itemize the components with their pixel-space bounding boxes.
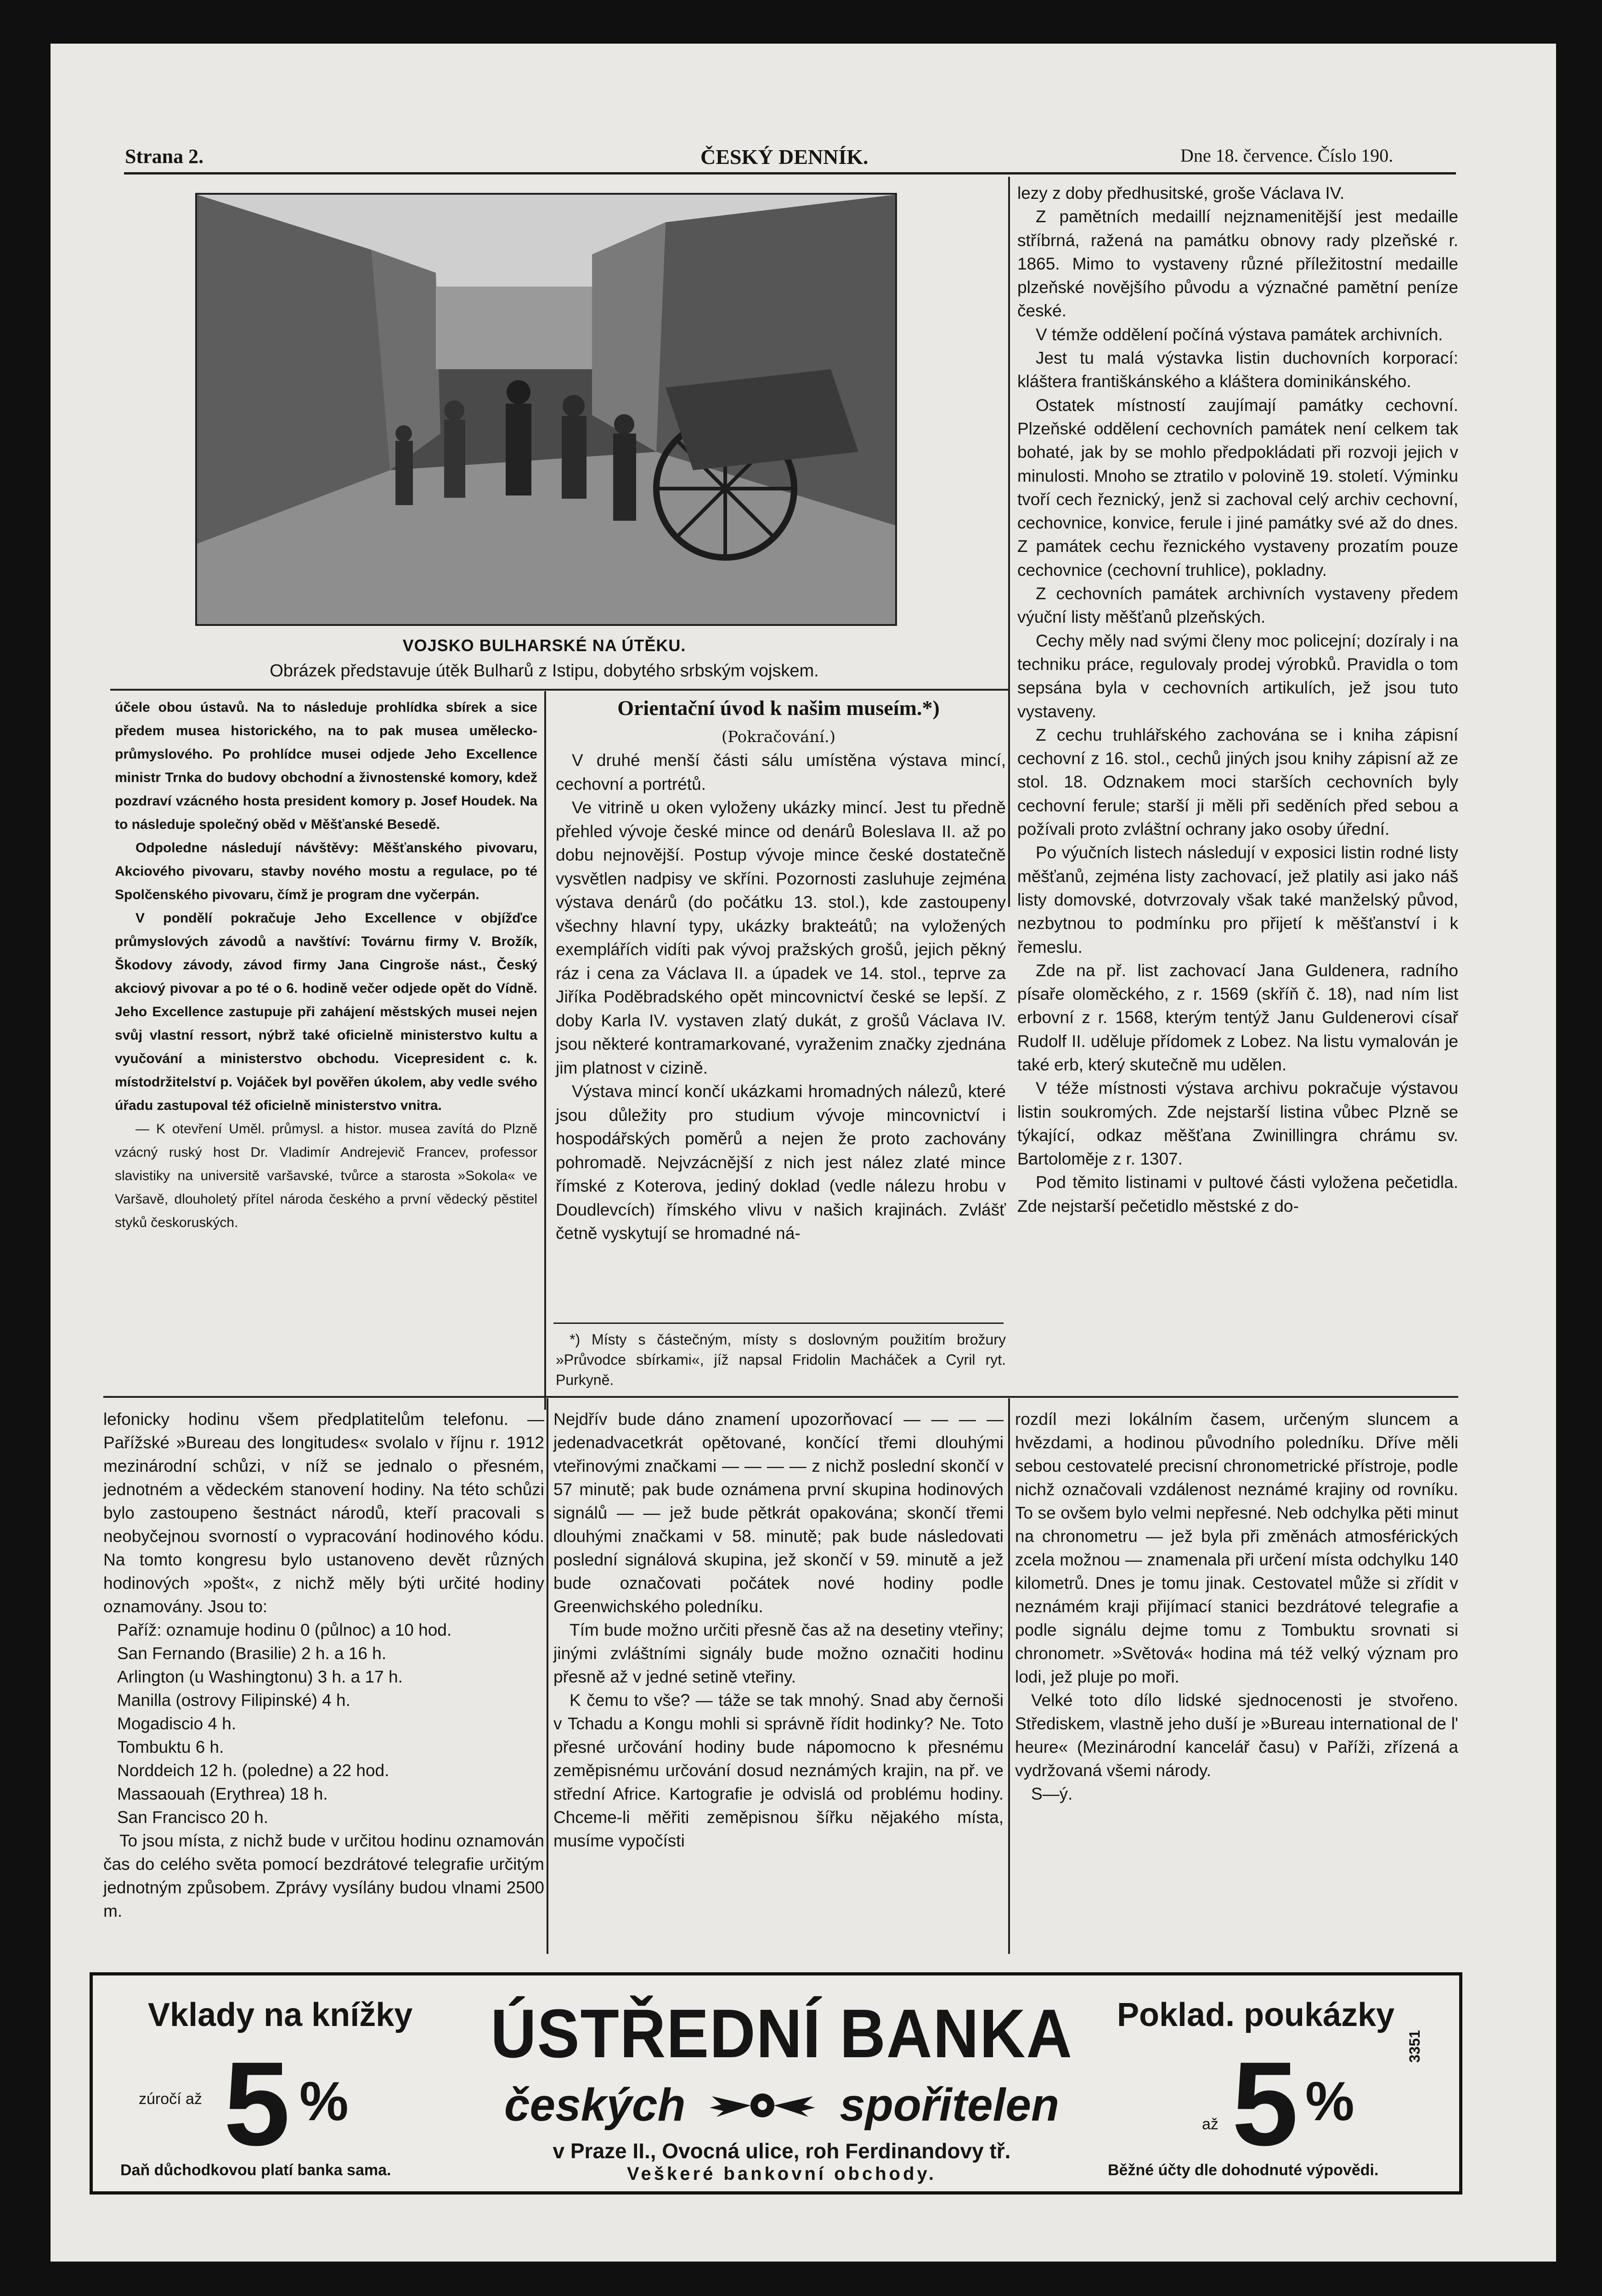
- station-item: Tombuktu 6 h.: [117, 1738, 224, 1756]
- ad-left-title: Vklady na knížky: [148, 1997, 413, 2033]
- issue-date: Dne 18. července. Číslo 190.: [1180, 145, 1393, 166]
- article-paragraph: V druhé menší části sálu umístěna výstava mincí, cechovní a portrétů.: [556, 751, 1006, 793]
- time-signal-article-part2: [553, 1407, 1004, 1852]
- bank-advertisement: [90, 1972, 1462, 2195]
- photo-bottom-rule: [110, 689, 1008, 691]
- station-item: Paříž: oznamuje hodinu 0 (půlnoc) a 10 hod.: [117, 1621, 452, 1639]
- ad-right-note: Běžné účty dle dohodnuté výpovědi.: [1108, 2161, 1379, 2179]
- photo-caption-text: Obrázek představuje útěk Bulharů z Istipu, dobytého srbským vojskem.: [270, 661, 819, 681]
- photo-illustration: [197, 195, 895, 624]
- news-paragraph: — K otevření Uměl. průmysl. a histor. musea zavítá do Plzně vzácný ruský host Dr. Vladimír Andrejevič Francev, professor slavistiky na universitě varšavské, tvůrce a starosta »Sokola« ve Varšavě, dlouholetý přítel národa českého a první vědecký pěstitel styků českoruských.: [115, 1121, 537, 1230]
- article-paragraph: Tím bude možno určiti přesně čas až na desetiny vteřiny; jinými zvláštními signály bude možno označiti hodinu přesně až v jedné setině vteřiny.: [553, 1621, 1004, 1686]
- page-number: Strana 2.: [125, 145, 204, 168]
- section-rule: [103, 1396, 1458, 1398]
- article-paragraph: Pod těmito listinami v pultové části vyložena pečetidla. Zde nejstarší pečetidlo městské z do-: [1017, 1173, 1458, 1216]
- station-item: San Fernando (Brasilie) 2 h. a 16 h.: [117, 1644, 387, 1663]
- article-paragraph: Ve vitrině u oken vyloženy ukázky mincí. Jest tu předně přehled vývoje české mince od denárů Boleslava II. až po dobu nejnovější. Postup vývoje mince české dostatečně vysvětlen nadpisy ve skříni. Pozornosti zasluhuje zejména výstava denárů (do počátku 13. stol.), kde zastoupeny všechny hlavní typy, ukázky brakteátů; na vyložených exemplářích vidíti pak vývoj pražských grošů, jejich pěkný ráz i cena za Václava II. a úpadek ve 14. stol., teprve za Jiříka Poděbradského opět mincovnictví české se lepší. Z doby Karla IV. vystaven zlatý dukát, z grošů Václava IV. jsou některé kontramarkované, vyraženim značky zjednána jim platnost v cizině.: [556, 798, 1006, 1077]
- ad-right-percent: %: [1305, 2071, 1354, 2132]
- station-item: Arlington (u Washingtonu) 3 h. a 17 h.: [117, 1667, 403, 1686]
- station-item: San Francisco 20 h.: [117, 1808, 269, 1827]
- ad-left-prefix: zúročí až: [139, 2090, 202, 2108]
- article-paragraph: Velké toto dílo lidské sjednocenosti je stvořeno. Střediskem, vlastně jeho duší je »Bureau international de l' heure« (Mezinárodní kancelář času) v Paříži, zřízená a vydržovaná všemi národy.: [1015, 1691, 1458, 1780]
- article-paragraph: Zde na př. list zachovací Jana Guldenera, radního písaře oloměckého, z r. 1569 (skříň č. 18), nad ním list erbovní z r. 1568, kterým tentýž Janu Guldenerovi císař Rudolf II. uděluje přídomek z Lobez. Na listu vymalován je také erb, který skutečně mu udělen.: [1017, 961, 1458, 1074]
- article-paragraph: V téže místnosti výstava archivu pokračuje výstavou listin soukromých. Zde nejstarší listina vůbec Plzně se týkající, odkaz měšťana Zwinillingra chrámu sv. Bartoloměje z r. 1307.: [1017, 1079, 1458, 1169]
- news-paragraph: Odpoledne následují návštěvy: Měšťanského pivovaru, Akciového pivovaru, stavby nového mostu a regulace, po té Spolčenského pivovaru, čímž je program dne vyčerpán.: [115, 840, 537, 902]
- article-paragraph: Z pamětních medaillí nejznamenitější jest medaille stříbrná, ražená na památku obnovy rady plzeňské r. 1865. Mimo to vystaveny různé příležitostní medaille plzeňské novějšího původu a význačné pamětní peníze české.: [1017, 207, 1458, 321]
- column-rule: [1008, 177, 1010, 907]
- ad-address: v Praze II., Ovocná ulice, roh Ferdinandovy tř.: [553, 2139, 1011, 2163]
- article-paragraph: Nejdřív bude dáno znamení upozorňovací — — — — jedenadvacetkrát opětované, končící třemi dlouhými vteřinovými značkami — — — — z nichž poslední skončí v 57 minutě; pak bude oznámena první skupina hodinových signálů — — jež bude pětkrát opakována; skončí třemi dlouhými značkami v 58. minutě; pak bude následovati poslední signálová skupina, jež skončí v 59. minutě a jež bude označovati počátek nové hodiny podle Greenwichského poledníku.: [553, 1410, 1004, 1616]
- column-rule: [547, 1398, 548, 1954]
- article-paragraph: rozdíl mezi lokálním časem, určeným sluncem a hvězdami, a hodinou původního poledníku. Dříve měli sebou cestovatelé precisní chronometrické přístroje, podle nichž označovali vzdálenost neznámé krajiny od rovníku. To se ovšem bylo velmi nepřesné. Neb odchylka pěti minut na chronometru — jež byla při změnách atmosférických zcela možnou — znamenala při určení místa odchylku 140 kilometrů. Dnes je tomu jinak. Cestovatel může si zřídit v neznámém kraji přijímací stanici bezdrátové telegrafie a podle signálu dejme tomu z Tombuktu srovnati si chronometr. »Světová« hodina má též velký význam pro lodi, jež pluje po moři.: [1015, 1410, 1458, 1686]
- article-footnote: [556, 1329, 1006, 1390]
- ad-bank-sub-right: spořitelen: [840, 2079, 1060, 2131]
- column-rule: [1008, 1398, 1010, 1954]
- article-paragraph: lezy z doby předhusitské, groše Václava IV.: [1017, 184, 1345, 203]
- article-paragraph: To jsou místa, z nichž bude v určitou hodinu oznamován čas do celého světa pomocí bezdrátové telegrafie určitým jednotným způsobem. Zprávy vysílány budou vlnami 2500 m.: [103, 1831, 544, 1920]
- time-signal-article-part3: [1015, 1407, 1458, 1806]
- article-paragraph: Po výučních listech následují v exposici listin rodné listy měšťanů, zejména listy zachovací, jež platily asi jako náš listy domovské, dotvrzovaly však také manželský původ, nezbytnou to podmínku pro přijetí k měšťanství i k řemeslu.: [1017, 843, 1458, 957]
- ad-left-percent: %: [299, 2071, 349, 2132]
- article-paragraph: Výstava mincí končí ukázkami hromadných nálezů, které jsou důležity pro studium vývoje mincovnictví i hospodářských poměrů a nejen že proto zachovány pohromadě. Nejvzácnější z nich jest nález zlaté mince římské z Koterova, jediný doklad (vedle nálezu hrobu v Doudlevcích) římského vlivu v našich krajinách. Zvlášť četně vyskytují se hromadné ná-: [556, 1082, 1006, 1243]
- photo-caption-title: VOJSKO BULHARSKÉ NA ÚTĚKU.: [402, 636, 686, 655]
- article-paragraph: Cechy měly nad svými členy moc policejní; dozíraly i na techniku práce, regulovaly prodej výrobků. Pravidla o tom sepsána byla v cechovních artikulích, jež jsou tuto vystaveny.: [1017, 631, 1458, 721]
- museum-article-body: [556, 748, 1006, 1245]
- news-photo: [195, 193, 897, 626]
- footnote-rule: [553, 1322, 1004, 1324]
- station-item: Manilla (ostrovy Filipinské) 4 h.: [117, 1691, 350, 1710]
- newspaper-title: ČESKÝ DENNÍK.: [700, 145, 869, 169]
- museum-article-continued: [1017, 181, 1458, 1218]
- ad-left-note: Daň důchodkovou platí banka sama.: [120, 2161, 391, 2179]
- article-title: Orientační úvod k našim museím.*): [617, 696, 940, 720]
- ad-bank-subtitle: [465, 2079, 1099, 2135]
- ad-left-rate: 5: [224, 2037, 290, 2171]
- ad-bank-name: ÚSTŘEDNÍ BANKA: [491, 1995, 1073, 2072]
- news-paragraph: účele obou ústavů. Na to následuje prohlídka sbírek a sice předem musea historického, na to pak musea umělecko-průmyslového. Po prohlídce musei odjede Jeho Excellence ministr Trnka do budovy obchodní a živnostenské komory, kdež pozdraví vzácného hosta president komory p. Josef Houdek. Na to následuje společný oběd v Měšťanské Besedě.: [115, 700, 537, 832]
- ad-bank-sub-left: českých: [504, 2079, 686, 2131]
- article-paragraph: Z cechu truhlářského zachována se i kniha zápisní cechovní z 16. stol., cechů jiných jsou knihy zápisní až ze stol. 18. Odznakem moci starších cechovních byly cechovní ferule; starší ji měli při seděních před sebou a požívali proto zvláštní ochrany jako osoby úřední.: [1017, 725, 1458, 839]
- ad-right-prefix: až: [1202, 2116, 1218, 2133]
- footnote-text: *) Místy s částečným, místy s doslovným použitím brožury »Průvodce sbírkami«, jíž napsal Fridolin Macháček a Cyril ryt. Purkyně.: [556, 1331, 1006, 1388]
- article-paragraph: Jest tu malá výstavka listin duchovních korporací: kláštera františkánského a kláštera dominikánského.: [1017, 349, 1458, 391]
- ad-code: 3351: [1406, 2030, 1423, 2063]
- station-item: Massaouah (Erythrea) 18 h.: [117, 1784, 328, 1803]
- station-item: Norddeich 12 h. (poledne) a 22 hod.: [117, 1761, 389, 1780]
- author-signature: S—ý.: [1031, 1784, 1073, 1803]
- header-rule: [124, 172, 1456, 174]
- ad-right-title: Poklad. poukázky: [1117, 1997, 1395, 2033]
- news-paragraph: V pondělí pokračuje Jeho Excellence v objížďce průmyslových závodů a navštíví: Továrnu firmy V. Brožík, Škodovy závody, závod firmy Jana Cingroše nást., Český akciový pivovar a po té o 6. hodině večer odjede opět do Vídně. Jeho Excellence zastupuje při zahájení městských musei nejen svůj vlastní ressort, nýbrž také oficielně ministerstvo kultu a vyučování a ministerstvo obchodu. Vicepresident c. k. místodržitelství p. Vojáček byl pověřen úkolem, aby vedle svého úřadu zastupoval též oficielně ministerstvo vnitra.: [115, 911, 537, 1113]
- winged-emblem-icon: [707, 2082, 818, 2135]
- article-paragraph: Ostatek místností zaujímají památky cechovní. Plzeňské oddělení cechovních památek není celkem tak bohaté, jak by se mohlo předpokládati při rozvoji jejich v minulosti. Mnoho se ztratilo v polovině 19. století. Výminku tvoří cech řeznický, jenž si zachoval celý archiv cechovní, cechovnice, konvice, ferule i jiné památky své až do dnes. Z památek cechu řeznického vystaveny prozatím pouze cechovnice (cechovní truhlice), pokladny.: [1017, 395, 1458, 580]
- ad-operations: Veškeré bankovní obchody.: [627, 2164, 936, 2184]
- article-subtitle: (Pokračování.): [721, 728, 836, 746]
- column-rule: [544, 691, 546, 1410]
- time-signal-article-part1: [103, 1407, 544, 1923]
- article-paragraph: lefonicky hodinu všem předplatitelům telefonu. — Pařížské »Bureau des longitudes« svolalo v říjnu r. 1912 mezinárodní schůzi, v níž se jednalo o přesném, jednotném a vědeckém stanovení hodiny. Na této schůzi bylo zastoupeno šestnáct národů, kteří pracovali s neobyčejnou svorností o vypracování hodinového kódu. Na tomto kongresu bylo ustanoveno devět různých hodinových »pošt«, z nichž měly býti určité hodiny oznamovány. Jsou to:: [103, 1410, 544, 1616]
- article-paragraph: V témže oddělení počíná výstava památek archivních.: [1036, 325, 1443, 344]
- article-paragraph: K čemu to vše? — táže se tak mnohý. Snad aby černoši v Tchadu a Kongu mohli si správně řídit hodinky? Ne. Toto přesné určování hodiny bude nápomocno k přesnému zeměpisnému určování dosud neznámých krajin, na př. ve střední Africe. Kartografie je odvislá od problému hodiny. Chceme-li měřiti zeměpisnou šířku nějakého místa, musíme vypočísti: [553, 1691, 1004, 1850]
- station-item: Mogadiscio 4 h.: [117, 1714, 237, 1733]
- article-paragraph: Z cechovních památek archivních vystaveny předem výuční listy měšťanů plzeňských.: [1017, 584, 1458, 627]
- local-news-column: [115, 696, 537, 1234]
- ad-right-rate: 5: [1232, 2037, 1298, 2171]
